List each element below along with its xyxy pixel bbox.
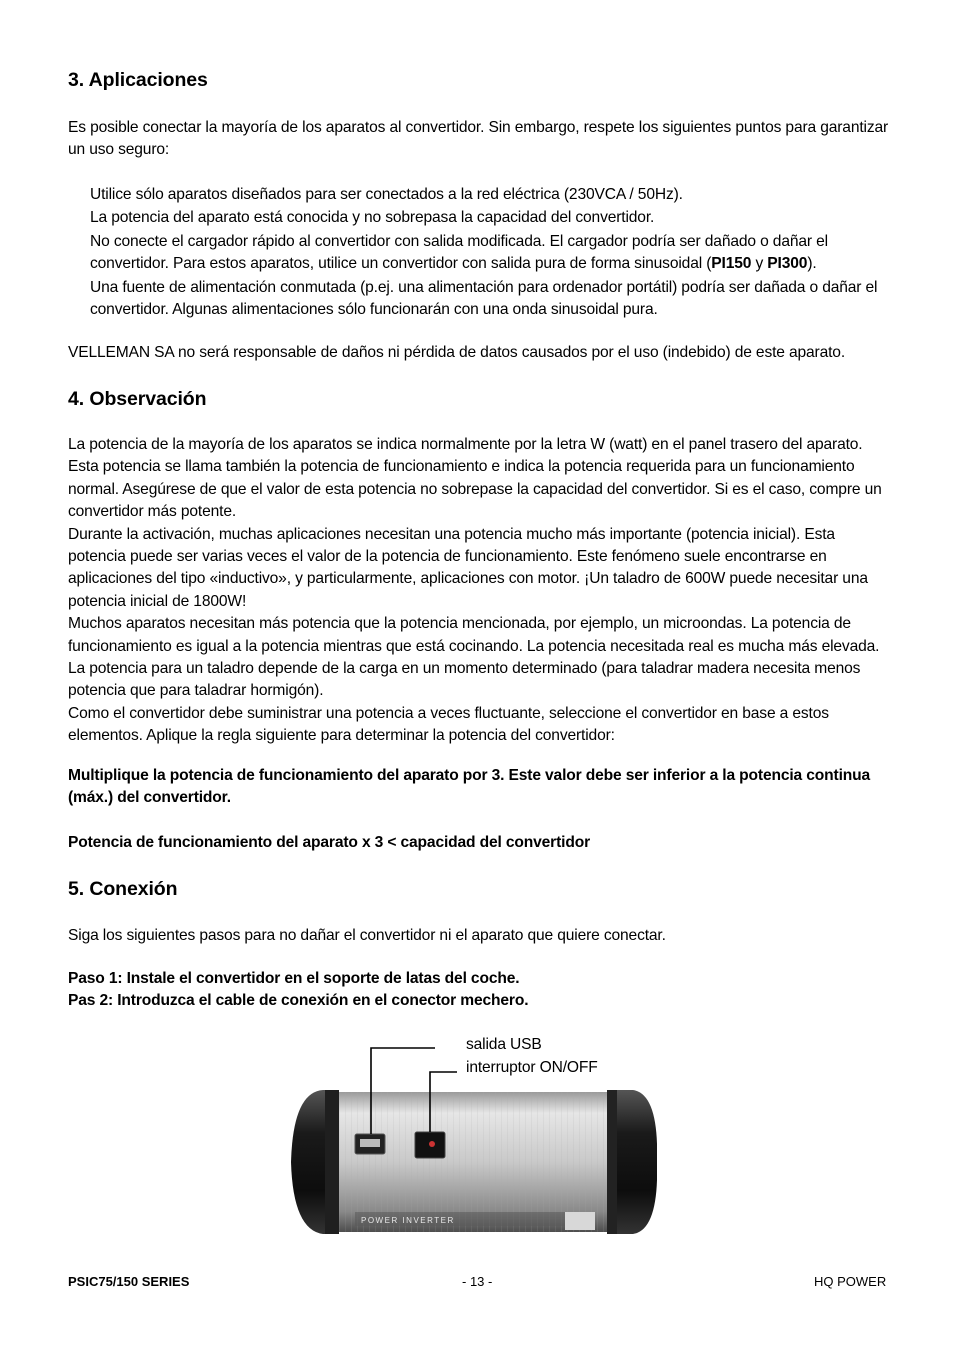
switch-led <box>429 1141 435 1147</box>
observacion-body <box>68 434 890 748</box>
step-1: Paso 1: Instale el convertidor en el soporte de latas del coche. <box>68 970 520 987</box>
paragraph: Muchos aparatos necesitan más potencia que la potencia mencionada, por ejemplo, un microondas. La potencia de funcionamiento es igual a la potencia mientras que está cocinando. La potencia necesitada real es mucha más elevada. La potencia para un taladro depende de la carga en un momento determinado (para taladrar madera necesita menos potencia que para taladrar hormigón). <box>68 615 880 700</box>
label-usb-output: salida USB <box>466 1036 542 1053</box>
left-cap-ring <box>325 1090 339 1234</box>
device-print: POWER INVERTER <box>361 1216 455 1225</box>
model-name: PI150 <box>711 255 752 273</box>
label-on-off-switch: interruptor ON/OFF <box>466 1059 598 1076</box>
list-item-text: No conecte el cargador rápido al convertidor con salida modificada. El cargador podría ser dañado o dañar el convertidor. Para estos aparatos, utilice un convertidor con salida pura de forma sinusoidal ( <box>90 232 828 273</box>
list-item <box>90 231 890 276</box>
rule-paragraph: Multiplique la potencia de funcionamiento del aparato por 3. Este valor debe ser inferior a la potencia continua (máx.) del convertidor. <box>68 767 871 807</box>
step-2: Pas 2: Introduzca el cable de conexión en el conector mechero. <box>68 992 529 1009</box>
body-ribs <box>315 1092 630 1232</box>
list-item: Una fuente de alimentación conmutada (p.ej. una alimentación para ordenador portátil) podría ser dañada o dañar el convertidor. Algunas alimentaciones sólo funcionarán con una onda sinusoidal pura. <box>90 278 878 319</box>
paragraph: Como el convertidor debe suministrar una potencia a veces fluctuante, seleccione el convertidor en base a estos elementos. Aplique la regla siguiente para determinar la potencia del convertidor: <box>68 704 829 745</box>
disclaimer-paragraph: VELLEMAN SA no será responsable de daños ni pérdida de datos causados por el uso (indebido) de este aparato. <box>68 344 846 361</box>
list-item: La potencia del aparato está conocida y no sobrepasa la capacidad del convertidor. <box>90 209 655 227</box>
right-cap-ring <box>607 1090 617 1234</box>
section-heading-aplicaciones: 3. Aplicaciones <box>68 69 208 91</box>
paragraph-intro: Es posible conectar la mayoría de los aparatos al convertidor. Sin embargo, respete los siguientes puntos para garantizar un uso seguro: <box>68 119 889 159</box>
list-item: Utilice sólo aparatos diseñados para ser conectados a la red eléctrica (230VCA / 50Hz). <box>90 186 683 203</box>
inverter-figure <box>285 1022 657 1240</box>
footer-brand: HQ POWER <box>814 1274 887 1289</box>
footer-model: PSIC75/150 SERIES <box>68 1274 190 1289</box>
model-name: PI300 <box>767 255 808 273</box>
list-item-text: y <box>751 255 768 273</box>
paragraph: Durante la activación, muchas aplicaciones necesitan una potencia mucho más importante (potencia inicial). Esta potencia puede ser varias veces el valor de la potencia de funcionamiento. Este fenómeno suele encontrarse en aplicaciones del tipo «inductivo», y particularmente, aplicaciones con motor. ¡Un taladro de 600W puede necesitar una potencia inicial de 1800W! <box>68 525 868 610</box>
bullet-list <box>90 184 890 322</box>
paragraph: La potencia de la mayoría de los aparatos se indica normalmente por la letra W (watt) en el panel trasero del aparato. Esta potencia se llama también la potencia de funcionamiento e indica la potencia requerida para un funcionamiento normal. Asegúrese de que el valor de esta potencia no sobrepase la capacidad del convertidor. Si es el caso, compre un convertidor más potente. <box>68 436 882 521</box>
right-end-cap <box>611 1090 657 1234</box>
usb-port-inner <box>360 1139 380 1147</box>
section-heading-observacion: 4. Observación <box>68 388 207 410</box>
footer-page-number: - 13 - <box>462 1274 493 1289</box>
formula-paragraph: Potencia de funcionamiento del aparato x 3 < capacidad del convertidor <box>68 834 590 851</box>
paragraph-intro-conexion: Siga los siguientes pasos para no dañar el convertidor ni el aparato que quiere conectar. <box>68 927 666 944</box>
sticker <box>565 1212 595 1230</box>
list-item-text: ). <box>807 255 817 273</box>
section-heading-conexion: 5. Conexión <box>68 878 178 900</box>
